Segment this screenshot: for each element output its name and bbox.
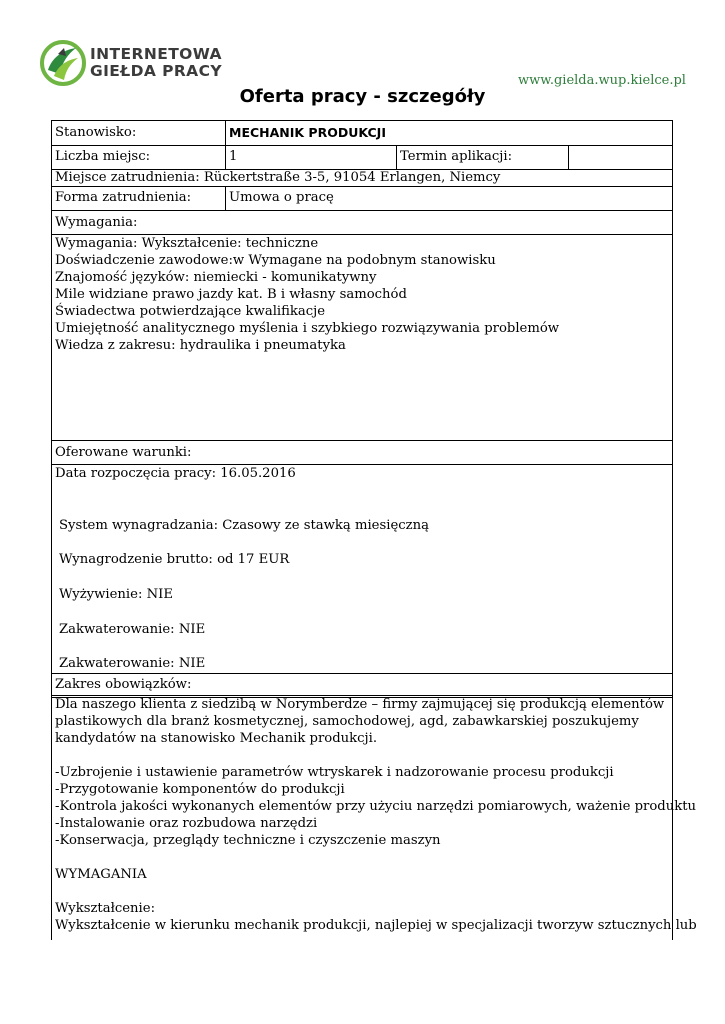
duty-line: Wykształcenie: xyxy=(55,901,156,916)
logo-text-line2: GIEŁDA PRACY xyxy=(90,62,222,80)
places-value: 1 xyxy=(229,149,238,164)
deadline-label: Termin aplikacji: xyxy=(400,149,513,164)
pay-system: System wynagradzania: Czasowy ze stawką miesięczną xyxy=(59,518,429,533)
requirement-line: Wymagania: Wykształcenie: techniczne xyxy=(55,236,319,251)
start-date: Data rozpoczęcia pracy: 16.05.2016 xyxy=(55,466,296,481)
duties-header: Zakres obowiązków: xyxy=(55,677,192,692)
places-label: Liczba miejsc: xyxy=(55,149,151,164)
duty-line: kandydatów na stanowisko Mechanik produkcji. xyxy=(55,731,378,746)
position-value: MECHANIK PRODUKCJI xyxy=(229,125,386,140)
page-title: Oferta pracy - szczegóły xyxy=(239,86,486,107)
position-label: Stanowisko: xyxy=(55,125,137,140)
site-logo[interactable] xyxy=(40,38,260,88)
duty-line: -Przygotowanie komponentów do produkcji xyxy=(55,782,345,797)
duty-line: -Konserwacja, przeglądy techniczne i czyszczenie maszyn xyxy=(55,833,441,848)
requirement-line: Doświadczenie zawodowe:w Wymagane na podobnym stanowisku xyxy=(55,253,496,268)
duty-line: -Uzbrojenie i ustawienie parametrów wtryskarek i nadzorowanie procesu produkcji xyxy=(55,765,614,780)
duty-line: -Kontrola jakości wykonanych elementów przy użyciu narzędzi pomiarowych, ważenie produktu xyxy=(55,799,696,814)
requirement-line: Mile widziane prawo jazdy kat. B i własny samochód xyxy=(55,287,407,302)
duties-list xyxy=(55,696,697,934)
accommodation-1: Zakwaterowanie: NIE xyxy=(59,622,206,637)
logo-text-line1: INTERNETOWA xyxy=(90,45,222,63)
requirement-line: Wiedza z zakresu: hydraulika i pneumatyka xyxy=(55,338,346,353)
location-text: Miejsce zatrudnienia: Rückertstraße 3-5, 91054 Erlangen, Niemcy xyxy=(55,170,501,185)
duty-line: plastikowych dla branż kosmetycznej, samochodowej, agd, zabawkarskiej poszukujemy xyxy=(55,714,639,729)
employment-label: Forma zatrudnienia: xyxy=(55,190,192,205)
site-url-link[interactable]: www.gielda.wup.kielce.pl xyxy=(518,73,686,88)
duty-line xyxy=(55,883,697,900)
duty-line: Dla naszego klienta z siedzibą w Norymberdze – firmy zajmującej się produkcją elementów xyxy=(55,697,665,712)
duty-line xyxy=(55,747,697,764)
duty-line xyxy=(55,849,697,866)
meals: Wyżywienie: NIE xyxy=(59,587,173,602)
requirements-header: Wymagania: xyxy=(55,215,138,230)
requirements-list xyxy=(55,235,559,354)
employment-value: Umowa o pracę xyxy=(229,190,334,205)
duty-line: Wykształcenie w kierunku mechanik produkcji, najlepiej w specjalizacji tworzyw sztucznych lub xyxy=(55,918,697,933)
duty-line: -Instalowanie oraz rozbudowa narzędzi xyxy=(55,816,318,831)
requirement-line: Umiejętność analitycznego myślenia i szybkiego rozwiązywania problemów xyxy=(55,321,560,336)
requirement-line: Znajomość języków: niemiecki - komunikatywny xyxy=(55,270,377,285)
duty-line: WYMAGANIA xyxy=(55,867,147,882)
conditions-header: Oferowane warunki: xyxy=(55,445,192,460)
logo-emblem-icon xyxy=(40,40,86,86)
accommodation-2: Zakwaterowanie: NIE xyxy=(59,656,206,671)
requirement-line: Świadectwa potwierdzające kwalifikacje xyxy=(55,304,326,319)
gross-pay: Wynagrodzenie brutto: od 17 EUR xyxy=(59,552,290,567)
